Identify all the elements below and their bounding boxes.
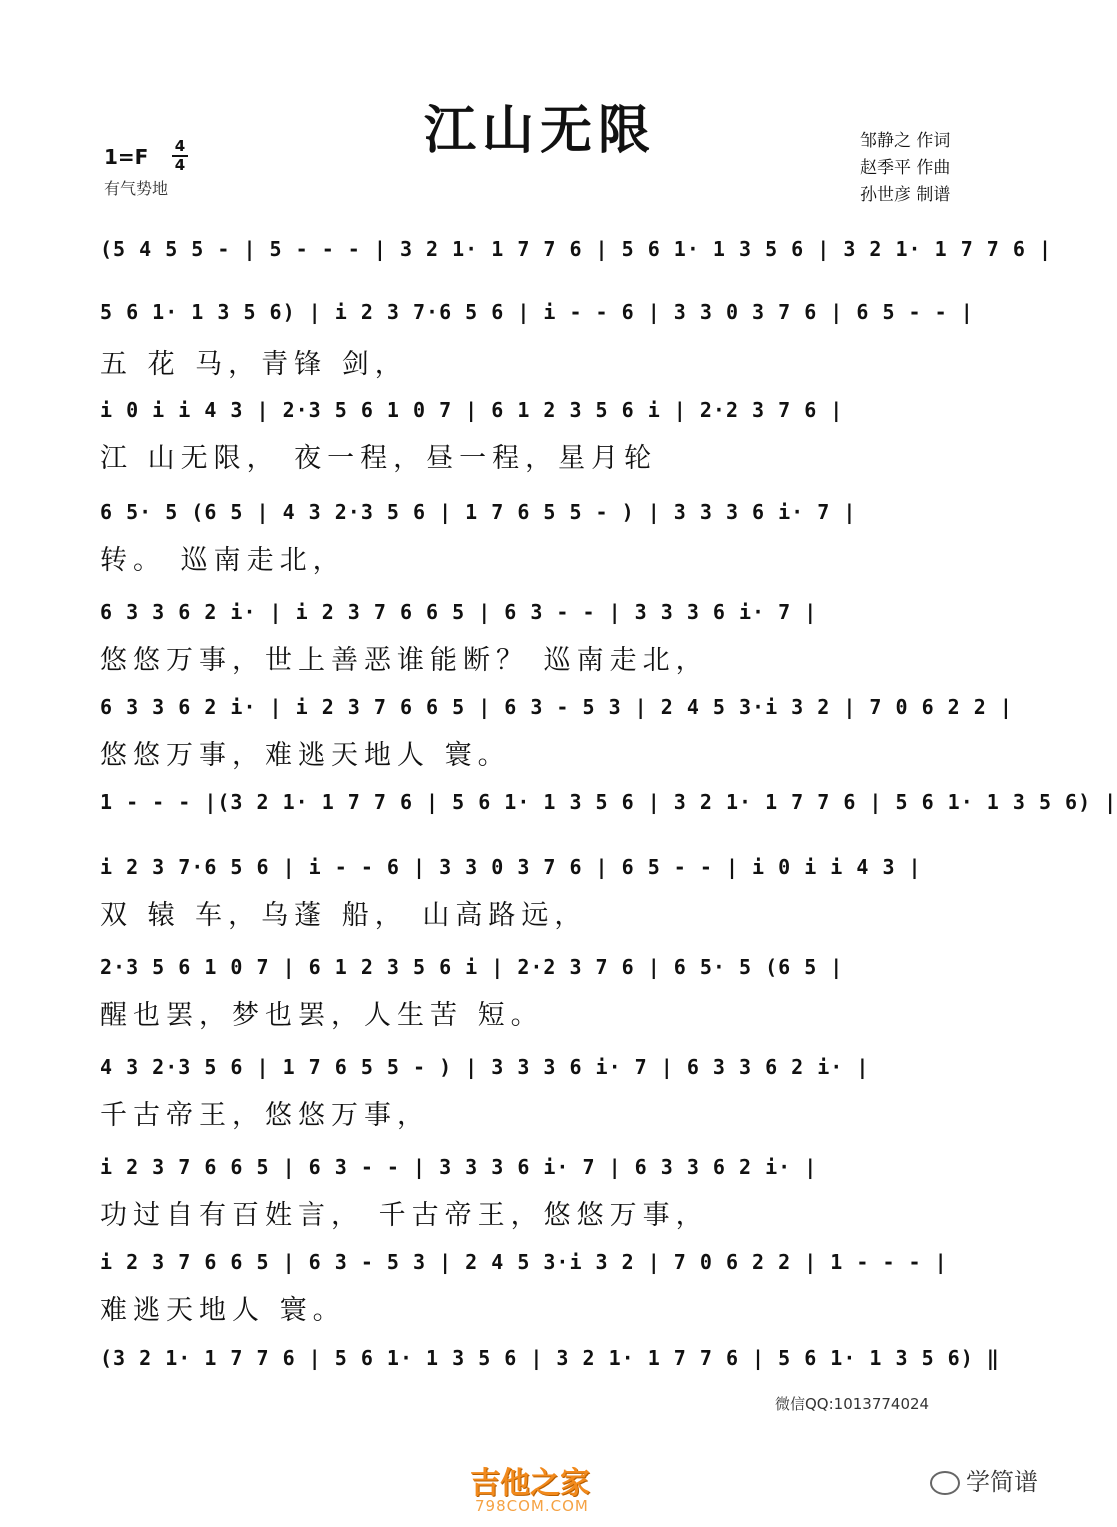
score-row (100, 855, 982, 931)
notation-line: i 2 3 7 6 6 5 | 6 3 - 5 3 | 2 4 5 3·i 3 2 | 7 0 6 2 2 | 1 - - - | (100, 1250, 948, 1274)
time-signature-bottom: 4 (174, 156, 186, 174)
notation-line: (3 2 1· 1 7 7 6 | 5 6 1· 1 3 5 6 | 3 2 1· 1 7 7 6 | 5 6 1· 1 3 5 6) ‖ (100, 1346, 1000, 1370)
score-row (100, 500, 982, 576)
lyric-line: 千古帝王，悠悠万事， (100, 1100, 430, 1131)
lyric-line: 难逃天地人 寰。 (100, 1295, 346, 1326)
notation-line: i 2 3 7·6 5 6 | i - - 6 | 3 3 0 3 7 6 | 6 5 - - | i 0 i i 4 3 | (100, 855, 922, 879)
wechat-account (930, 1462, 1038, 1497)
watermark-domain: 798COM.COM (475, 1497, 589, 1515)
score-row (100, 600, 982, 676)
score-row (100, 1250, 982, 1326)
notation-line: 1 - - - |(3 2 1· 1 7 7 6 | 5 6 1· 1 3 5 6 | 3 2 1· 1 7 7 6 | 5 6 1· 1 3 5 6) | (100, 790, 1117, 814)
score-row (100, 1055, 982, 1131)
time-signature-top: 4 (174, 137, 186, 155)
notation-line: 2·3 5 6 1 0 7 | 6 1 2 3 5 6 i | 2·2 3 7 6 | 6 5· 5 (6 5 | (100, 955, 844, 979)
lyric-line: 悠悠万事，世上善恶谁能断？ 巡南走北， (100, 645, 709, 676)
tempo-marking: 有气势地 (104, 179, 169, 198)
wechat-account-label: 学简谱 (966, 1468, 1038, 1496)
score-row (100, 300, 982, 380)
score-row (100, 790, 1117, 824)
watermark-logo: 吉他之家 (470, 1466, 590, 1501)
notation-line: 6 5· 5 (6 5 | 4 3 2·3 5 6 | 1 7 6 5 5 - ) | 3 3 3 6 i· 7 | (100, 500, 857, 524)
notation-line: 5 6 1· 1 3 5 6) | i 2 3 7·6 5 6 | i - - 6 | 3 3 0 3 7 6 | 6 5 - - | (100, 300, 974, 324)
score-row (100, 955, 982, 1031)
composer-credit: 赵季平 作曲 (860, 158, 951, 178)
notation-line: 4 3 2·3 5 6 | 1 7 6 5 5 - ) | 3 3 3 6 i· 7 | 6 3 3 6 2 i· | (100, 1055, 870, 1079)
notation-line: 6 3 3 6 2 i· | i 2 3 7 6 6 5 | 6 3 - - | 3 3 3 6 i· 7 | (100, 600, 818, 624)
lyric-line: 悠悠万事，难逃天地人 寰。 (100, 740, 511, 771)
lyric-line: 醒也罢，梦也罢，人生苦 短。 (100, 1000, 544, 1031)
key-signature: 1=F (104, 145, 149, 169)
score-row (100, 695, 1013, 771)
notation-line: (5 4 5 5 - | 5 - - - | 3 2 1· 1 7 7 6 | 5 6 1· 1 3 5 6 | 3 2 1· 1 7 7 6 | (100, 237, 1052, 261)
score-row (100, 398, 982, 474)
lyric-line: 功过自有百姓言， 千古帝王，悠悠万事， (100, 1200, 709, 1231)
notation-line: 6 3 3 6 2 i· | i 2 3 7 6 6 5 | 6 3 - 5 3 | 2 4 5 3·i 3 2 | 7 0 6 2 2 | (100, 695, 1013, 719)
score-row (100, 1155, 982, 1231)
lyric-line: 五 花 马，青锋 剑， (100, 349, 408, 380)
notation-line: i 2 3 7 6 6 5 | 6 3 - - | 3 3 3 6 i· 7 | 6 3 3 6 2 i· | (100, 1155, 818, 1179)
score-row (100, 237, 1052, 271)
song-title: 江山无限 (423, 100, 656, 161)
wechat-icon (930, 1471, 960, 1495)
lyricist-credit: 邹静之 作词 (860, 131, 951, 151)
lyric-line: 双 辕 车，乌蓬 船， 山高路远， (100, 900, 588, 931)
contact-info: 微信QQ:1013774024 (775, 1395, 930, 1413)
lyric-line: 转。 巡南走北， (100, 545, 346, 576)
lyric-line: 江 山无限， 夜一程，昼一程，星月轮 (100, 443, 658, 474)
arranger-credit: 孙世彦 制谱 (860, 185, 951, 205)
score-row (100, 1346, 1000, 1380)
notation-line: i 0 i i 4 3 | 2·3 5 6 1 0 7 | 6 1 2 3 5 6 i | 2·2 3 7 6 | (100, 398, 844, 422)
